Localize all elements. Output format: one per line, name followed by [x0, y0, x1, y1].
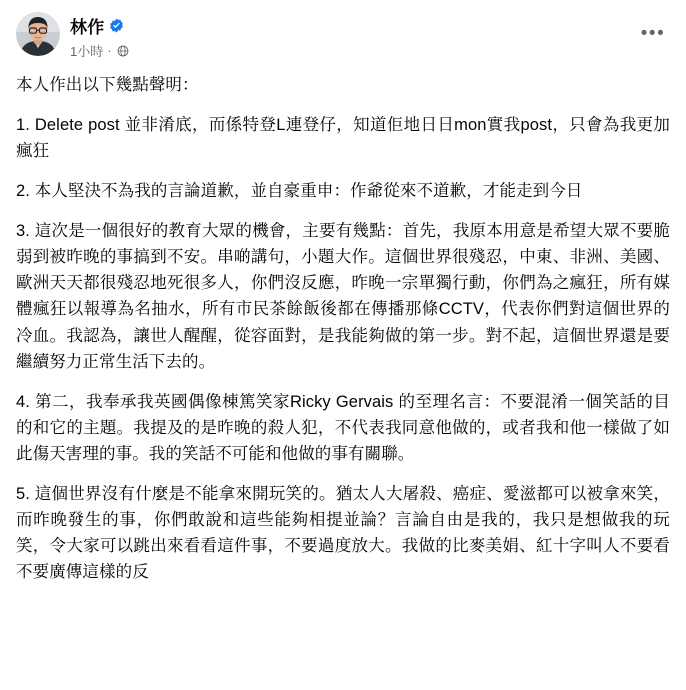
post-paragraph: 5. 這個世界沒有什麼是不能拿來開玩笑的。猶太人大屠殺、癌症、愛滋都可以被拿來笑，而昨晚發生的事，你們敢說和這些能夠相提並論？言論自由是我的，我只是想做我的玩笑，令大家可以跳出來看看這件事，不要過度放大。我做的比麥美娟、紅十字叫人不要看不要廣傳這樣的反: [16, 484, 670, 581]
post-header: [16, 10, 670, 66]
author-name[interactable]: 林作: [70, 18, 105, 37]
post-meta: [70, 41, 129, 60]
avatar-image: [16, 12, 60, 56]
post-more-options-button[interactable]: •••: [640, 22, 666, 44]
post-author-block: [70, 12, 129, 60]
post-timestamp[interactable]: 1小時: [70, 44, 104, 59]
globe-icon[interactable]: [117, 45, 129, 57]
meta-separator: ·: [107, 43, 112, 58]
post-paragraph: 4. 第二，我奉承我英國偶像棟篤笑家Ricky Gervais 的至理名言：不要混淆一個笑話的目的和它的主題。我提及的是昨晚的殺人犯，不代表我同意他做的，或者我和他一樣做了如此傷天害理的事。我的笑話不可能和他做的事有關聯。: [16, 392, 670, 463]
author-row: [70, 13, 129, 38]
post-body: [16, 72, 670, 585]
post-paragraph: 本人作出以下幾點聲明：: [16, 76, 199, 94]
post-paragraph: 3. 這次是一個很好的教育大眾的機會，主要有幾點：首先，我原本用意是希望大眾不要脆弱到被昨晚的事搞到不安。串啲講句，小題大作。這個世界很殘忍，中東、非洲、美國、歐洲天天都很殘忍地死很多人，你們沒反應，昨晚一宗單獨行動，你們為之瘋狂，所有媒體瘋狂以報導為名抽水，所有市民茶餘飯後都在傳播那條CCTV，代表你們對這個世界的冷血。我認為，讓世人醒醒，從容面對，是我能夠做的第一步。對不起，這個世界還是要繼續努力正常生活下去的。: [16, 222, 670, 371]
avatar[interactable]: [16, 12, 60, 56]
post-paragraph: 2. 本人堅決不為我的言論道歉，並自豪重申：作爺從來不道歉，才能走到今日: [16, 182, 583, 201]
verified-badge-icon: [109, 18, 124, 33]
post-paragraph: 1. Delete post 並非淆底，而係特登L連登仔，知道佢地日日mon實我post，只會為我更加瘋狂: [16, 116, 670, 161]
